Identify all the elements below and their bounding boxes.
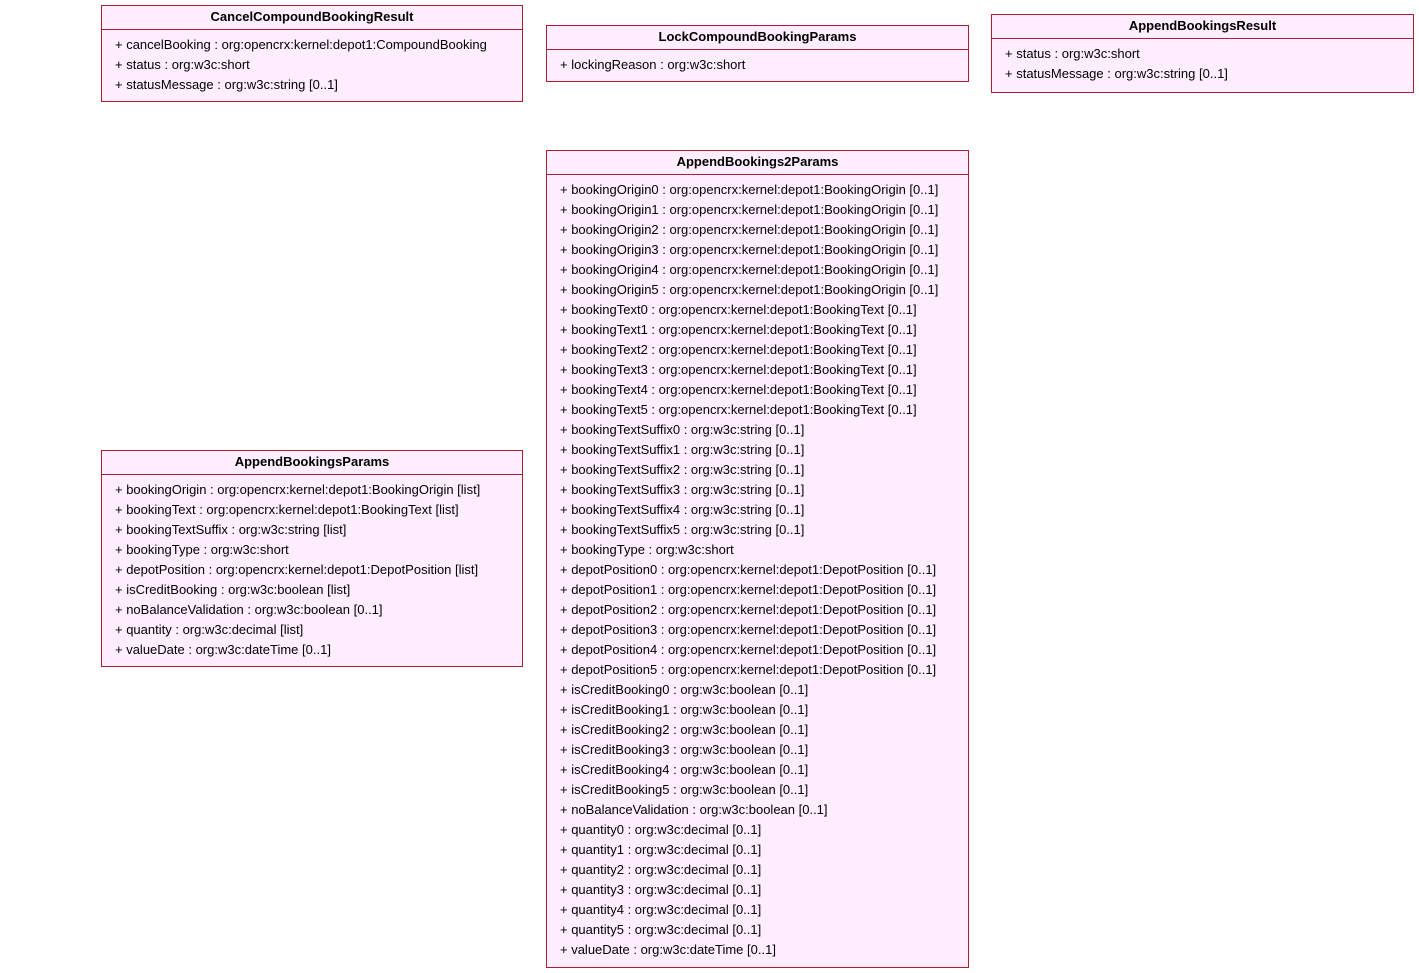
attribute: + bookingOrigin0 : org:opencrx:kernel:depot1:BookingOrigin [0..1] xyxy=(560,182,939,197)
attribute: + bookingOrigin2 : org:opencrx:kernel:depot1:BookingOrigin [0..1] xyxy=(560,222,939,237)
class-append-bookings-params xyxy=(101,450,523,667)
attribute-list xyxy=(547,175,968,964)
attribute: + quantity5 : org:w3c:decimal [0..1] xyxy=(560,922,762,937)
attribute: + bookingText0 : org:opencrx:kernel:depot1:BookingText [0..1] xyxy=(560,302,917,317)
attribute: + bookingTextSuffix5 : org:w3c:string [0..1] xyxy=(560,522,805,537)
attribute-list xyxy=(547,50,968,79)
attribute: + lockingReason : org:w3c:short xyxy=(560,57,746,72)
class-name: LockCompoundBookingParams xyxy=(547,26,968,50)
attribute: + bookingOrigin1 : org:opencrx:kernel:depot1:BookingOrigin [0..1] xyxy=(560,202,939,217)
attribute: + quantity0 : org:w3c:decimal [0..1] xyxy=(560,822,762,837)
attribute: + depotPosition3 : org:opencrx:kernel:depot1:DepotPosition [0..1] xyxy=(560,622,937,637)
attribute: + statusMessage : org:w3c:string [0..1] xyxy=(115,77,338,92)
attribute: + bookingTextSuffix4 : org:w3c:string [0..1] xyxy=(560,502,805,517)
attribute: + isCreditBooking3 : org:w3c:boolean [0..1] xyxy=(560,742,809,757)
class-name: CancelCompoundBookingResult xyxy=(102,6,522,30)
attribute: + depotPosition1 : org:opencrx:kernel:depot1:DepotPosition [0..1] xyxy=(560,582,937,597)
attribute: + bookingTextSuffix3 : org:w3c:string [0..1] xyxy=(560,482,805,497)
attribute: + depotPosition : org:opencrx:kernel:depot1:DepotPosition [list] xyxy=(115,562,479,577)
attribute: + bookingTextSuffix0 : org:w3c:string [0..1] xyxy=(560,422,805,437)
attribute: + noBalanceValidation : org:w3c:boolean [0..1] xyxy=(115,602,383,617)
attribute: + status : org:w3c:short xyxy=(1005,46,1140,61)
attribute: + bookingTextSuffix : org:w3c:string [list] xyxy=(115,522,347,537)
attribute: + quantity1 : org:w3c:decimal [0..1] xyxy=(560,842,762,857)
attribute: + depotPosition4 : org:opencrx:kernel:depot1:DepotPosition [0..1] xyxy=(560,642,937,657)
class-cancel-compound-booking-result xyxy=(101,5,523,102)
attribute: + quantity : org:w3c:decimal [list] xyxy=(115,622,304,637)
attribute: + bookingOrigin3 : org:opencrx:kernel:depot1:BookingOrigin [0..1] xyxy=(560,242,939,257)
attribute: + depotPosition5 : org:opencrx:kernel:depot1:DepotPosition [0..1] xyxy=(560,662,937,677)
attribute: + quantity2 : org:w3c:decimal [0..1] xyxy=(560,862,762,877)
attribute: + valueDate : org:w3c:dateTime [0..1] xyxy=(115,642,331,657)
attribute-list xyxy=(992,39,1413,88)
attribute: + statusMessage : org:w3c:string [0..1] xyxy=(1005,66,1228,81)
attribute: + depotPosition0 : org:opencrx:kernel:depot1:DepotPosition [0..1] xyxy=(560,562,937,577)
class-name: AppendBookingsResult xyxy=(992,15,1413,39)
attribute: + bookingText5 : org:opencrx:kernel:depot1:BookingText [0..1] xyxy=(560,402,917,417)
attribute: + bookingText2 : org:opencrx:kernel:depot1:BookingText [0..1] xyxy=(560,342,917,357)
attribute: + bookingText3 : org:opencrx:kernel:depot1:BookingText [0..1] xyxy=(560,362,917,377)
attribute: + cancelBooking : org:opencrx:kernel:depot1:CompoundBooking xyxy=(115,37,487,52)
attribute-list xyxy=(102,30,522,99)
attribute: + bookingText : org:opencrx:kernel:depot1:BookingText [list] xyxy=(115,502,459,517)
attribute: + status : org:w3c:short xyxy=(115,57,250,72)
attribute: + isCreditBooking5 : org:w3c:boolean [0..1] xyxy=(560,782,809,797)
attribute: + bookingTextSuffix2 : org:w3c:string [0..1] xyxy=(560,462,805,477)
attribute: + quantity4 : org:w3c:decimal [0..1] xyxy=(560,902,762,917)
attribute: + bookingTextSuffix1 : org:w3c:string [0..1] xyxy=(560,442,805,457)
attribute: + quantity3 : org:w3c:decimal [0..1] xyxy=(560,882,762,897)
attribute: + valueDate : org:w3c:dateTime [0..1] xyxy=(560,942,776,957)
attribute: + bookingType : org:w3c:short xyxy=(560,542,734,557)
attribute: + isCreditBooking1 : org:w3c:boolean [0..1] xyxy=(560,702,809,717)
attribute: + bookingOrigin5 : org:opencrx:kernel:depot1:BookingOrigin [0..1] xyxy=(560,282,939,297)
attribute: + depotPosition2 : org:opencrx:kernel:depot1:DepotPosition [0..1] xyxy=(560,602,937,617)
attribute: + noBalanceValidation : org:w3c:boolean [0..1] xyxy=(560,802,828,817)
attribute: + isCreditBooking0 : org:w3c:boolean [0..1] xyxy=(560,682,809,697)
attribute: + bookingOrigin : org:opencrx:kernel:depot1:BookingOrigin [list] xyxy=(115,482,481,497)
class-append-bookings2-params xyxy=(546,150,969,968)
class-append-bookings-result xyxy=(991,14,1414,93)
attribute: + bookingText4 : org:opencrx:kernel:depot1:BookingText [0..1] xyxy=(560,382,917,397)
attribute: + bookingText1 : org:opencrx:kernel:depot1:BookingText [0..1] xyxy=(560,322,917,337)
attribute: + isCreditBooking2 : org:w3c:boolean [0..1] xyxy=(560,722,809,737)
class-name: AppendBookings2Params xyxy=(547,151,968,175)
attribute: + isCreditBooking : org:w3c:boolean [list] xyxy=(115,582,351,597)
attribute: + bookingType : org:w3c:short xyxy=(115,542,289,557)
attribute: + bookingOrigin4 : org:opencrx:kernel:depot1:BookingOrigin [0..1] xyxy=(560,262,939,277)
attribute: + isCreditBooking4 : org:w3c:boolean [0..1] xyxy=(560,762,809,777)
class-lock-compound-booking-params xyxy=(546,25,969,82)
attribute-list xyxy=(102,475,522,664)
class-name: AppendBookingsParams xyxy=(102,451,522,475)
